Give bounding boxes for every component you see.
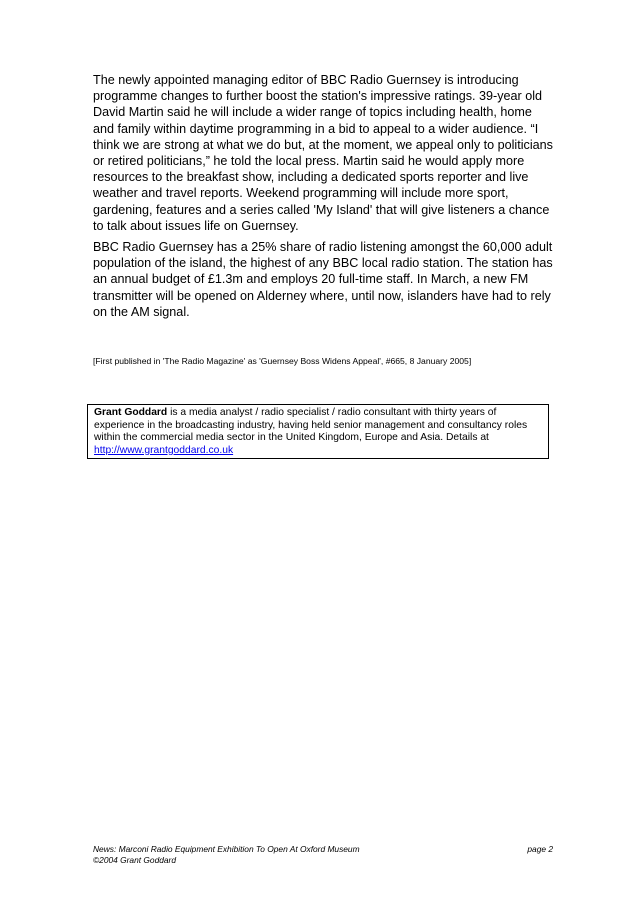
page-footer — [93, 844, 553, 865]
source-note: [First published in 'The Radio Magazine' as 'Guernsey Boss Widens Appeal', #665, 8 January 2005] — [93, 356, 472, 366]
article-paragraph-1: The newly appointed managing editor of BBC Radio Guernsey is introducing programme changes to further boost the station's impressive ratings. 39-year old David Martin said he will include a wider range of topics including health, home and family within daytime programming in a bid to appeal to a wider audience. “I think we are strong at what we do but, at the moment, we appeal only to politicians or retired politicians,” he told the local press. Martin said he would apply more resources to the breakfast show, including a dedicated sports reporter and live weather and travel reports. Weekend programming will include more sport, gardening, features and a series called 'My Island' that will give listeners a chance to talk about issues life on Guernsey. — [93, 73, 553, 233]
article-paragraph-2: BBC Radio Guernsey has a 25% share of radio listening amongst the 60,000 adult population of the island, the highest of any BBC local radio station. The station has an annual budget of £1.3m and employs 20 full-time staff. In March, a new FM transmitter will be opened on Alderney where, until now, islanders have had to rely on the AM signal. — [93, 240, 553, 319]
author-bio-text: is a media analyst / radio specialist / radio consultant with thirty years of experience in the broadcasting industry, having held senior management and consultancy roles within the commercial media sector in the United Kingdom, Europe and Asia. Details at — [94, 407, 528, 444]
footer-row — [93, 844, 553, 855]
author-bio-box — [87, 404, 549, 459]
page-number: page 2 — [527, 844, 553, 854]
author-website-link[interactable]: http://www.grantgoddard.co.uk — [94, 444, 234, 456]
footer-copyright: ©2004 Grant Goddard — [93, 854, 176, 865]
author-name: Grant Goddard — [94, 407, 168, 418]
footer-title: News: Marconi Radio Equipment Exhibition To Open At Oxford Museum — [93, 844, 360, 854]
